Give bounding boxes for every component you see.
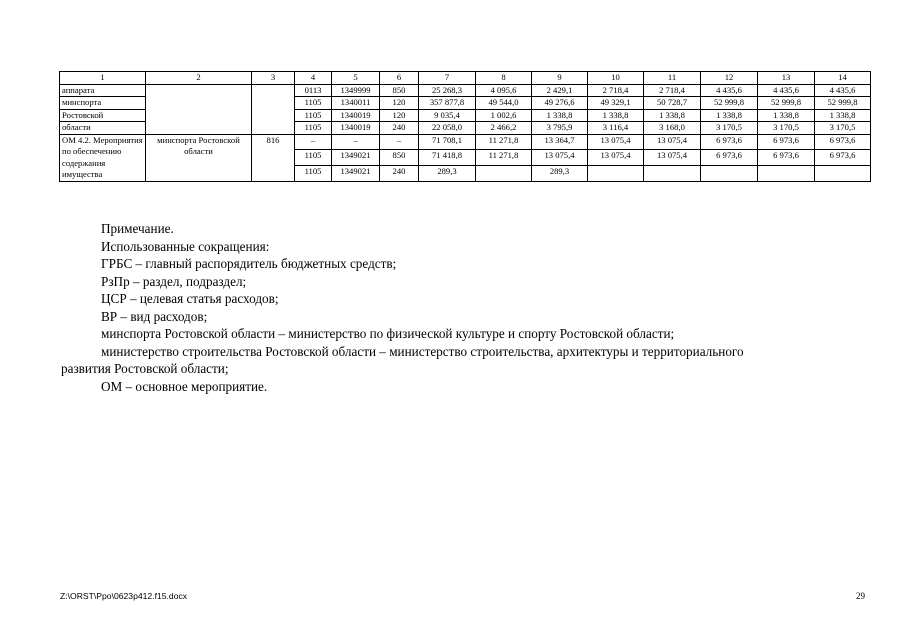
table-row (60, 84, 871, 97)
row-label-cell: ОМ 4.2. Мероприятия по обеспечению содержания имущества (60, 134, 146, 181)
table-cell: 6 973,6 (815, 134, 871, 150)
table-cell: 71 708,1 (419, 134, 476, 150)
table-cell: 13 075,4 (588, 150, 644, 166)
notes-subtitle: Использованные сокращения: (101, 238, 270, 254)
column-header: 5 (332, 72, 380, 85)
table-header-row (60, 72, 871, 85)
table-cell: 2 718,4 (644, 84, 701, 97)
table-cell: 2 429,1 (532, 84, 588, 97)
table-cell: – (332, 134, 380, 150)
table-cell: 25 268,3 (419, 84, 476, 97)
table-cell: 1349999 (332, 84, 380, 97)
table-cell: 3 116,4 (588, 122, 644, 135)
table-cell: 289,3 (419, 165, 476, 181)
table-cell: 4 435,6 (815, 84, 871, 97)
executor-cell: минспорта Ростовской области (146, 134, 252, 181)
notes-section (61, 220, 867, 395)
table-cell: – (295, 134, 332, 150)
grbs-cell: 816 (252, 134, 295, 181)
note-item-last: ОМ – основное мероприятие. (101, 378, 268, 394)
row-label-cell: аппарата (60, 84, 146, 97)
table-cell: 6 973,6 (758, 150, 815, 166)
page-number: 29 (856, 591, 865, 601)
table-cell: 13 075,4 (532, 150, 588, 166)
table-cell: 52 999,8 (815, 97, 871, 110)
table-cell: 52 999,8 (701, 97, 758, 110)
table-cell: 6 973,6 (701, 150, 758, 166)
note-item: ЦСР – целевая статья расходов; (101, 291, 279, 306)
footer-file-path: Z:\ORST\Ppo\0623p412.f15.docx (60, 591, 188, 601)
column-header: 4 (295, 72, 332, 85)
column-header: 2 (146, 72, 252, 85)
table-cell: 3 170,5 (701, 122, 758, 135)
row-label-cell: области (60, 122, 146, 135)
column-header: 7 (419, 72, 476, 85)
table-cell: 1105 (295, 97, 332, 110)
table-cell: 850 (380, 150, 419, 166)
table-cell: 1105 (295, 165, 332, 181)
table-cell: 22 058,0 (419, 122, 476, 135)
table-cell: 1 338,8 (815, 109, 871, 122)
table-cell (644, 165, 701, 181)
notes-title: Примечание. (101, 221, 174, 236)
table-cell: 1349021 (332, 165, 380, 181)
table-cell: 13 075,4 (644, 134, 701, 150)
table-cell: 3 795,9 (532, 122, 588, 135)
column-header: 6 (380, 72, 419, 85)
table-cell: 52 999,8 (758, 97, 815, 110)
table-cell: 3 170,5 (815, 122, 871, 135)
table-cell: 11 271,8 (476, 134, 532, 150)
column-header: 14 (815, 72, 871, 85)
table-cell (588, 165, 644, 181)
table-cell: 50 728,7 (644, 97, 701, 110)
table-cell: 1349021 (332, 150, 380, 166)
table-cell: 240 (380, 165, 419, 181)
column-header: 12 (701, 72, 758, 85)
table-cell: 357 877,8 (419, 97, 476, 110)
table-cell: 1105 (295, 109, 332, 122)
table-cell: 71 418,8 (419, 150, 476, 166)
table-cell: 4 435,6 (701, 84, 758, 97)
column-header: 13 (758, 72, 815, 85)
table-cell: 1105 (295, 122, 332, 135)
table-cell: 120 (380, 109, 419, 122)
table-row (60, 134, 871, 150)
note-item-long-line2: развития Ростовской области; (61, 361, 229, 376)
table-cell: 1 338,8 (701, 109, 758, 122)
grbs-cell (252, 84, 295, 134)
table-cell: 4 095,6 (476, 84, 532, 97)
table-cell: 2 718,4 (588, 84, 644, 97)
table-cell: 1340019 (332, 122, 380, 135)
note-item: ГРБС – главный распорядитель бюджетных средств; (101, 256, 397, 271)
column-header: 3 (252, 72, 295, 85)
table-cell: 1340011 (332, 97, 380, 110)
note-item-long-line1: министерство строительства Ростовской области – министерство строительства, архитектуры и территориального (101, 343, 744, 359)
table-cell: 3 170,5 (758, 122, 815, 135)
note-item: РзПр – раздел, подраздел; (101, 273, 247, 289)
table-cell: – (380, 134, 419, 150)
table-cell: 289,3 (532, 165, 588, 181)
note-item: ВР – вид расходов; (101, 308, 208, 324)
table-cell (815, 165, 871, 181)
table-body (60, 72, 871, 182)
table-cell: 4 435,6 (758, 84, 815, 97)
table-cell: 9 035,4 (419, 109, 476, 122)
table-cell: 1 338,8 (532, 109, 588, 122)
table-cell: 1105 (295, 150, 332, 166)
budget-table (59, 71, 871, 182)
table-cell: 13 075,4 (644, 150, 701, 166)
table-cell: 240 (380, 122, 419, 135)
table-cell: 850 (380, 84, 419, 97)
table-cell: 1 338,8 (758, 109, 815, 122)
column-header: 10 (588, 72, 644, 85)
row-label-cell: минспорта (60, 97, 146, 110)
table-cell: 13 364,7 (532, 134, 588, 150)
table-cell: 49 329,1 (588, 97, 644, 110)
table-cell: 13 075,4 (588, 134, 644, 150)
column-header: 8 (476, 72, 532, 85)
row-label-cell: Ростовской (60, 109, 146, 122)
note-item: минспорта Ростовской области – министерство по физической культуре и спорту Ростовской области; (101, 326, 675, 341)
column-header: 1 (60, 72, 146, 85)
table-cell: 1 338,8 (588, 109, 644, 122)
table-cell: 6 973,6 (758, 134, 815, 150)
column-header: 11 (644, 72, 701, 85)
table-cell: 6 973,6 (701, 134, 758, 150)
table-cell (701, 165, 758, 181)
table-cell: 11 271,8 (476, 150, 532, 166)
table-cell: 1340019 (332, 109, 380, 122)
table-cell: 49 544,0 (476, 97, 532, 110)
table-cell (476, 165, 532, 181)
table-cell: 1 338,8 (644, 109, 701, 122)
table-cell: 6 973,6 (815, 150, 871, 166)
table-cell: 120 (380, 97, 419, 110)
table-cell: 1 002,6 (476, 109, 532, 122)
column-header: 9 (532, 72, 588, 85)
table-cell: 3 168,0 (644, 122, 701, 135)
table-cell: 49 276,6 (532, 97, 588, 110)
table-cell: 2 466,2 (476, 122, 532, 135)
table-cell (758, 165, 815, 181)
table-cell: 0113 (295, 84, 332, 97)
executor-cell (146, 84, 252, 134)
